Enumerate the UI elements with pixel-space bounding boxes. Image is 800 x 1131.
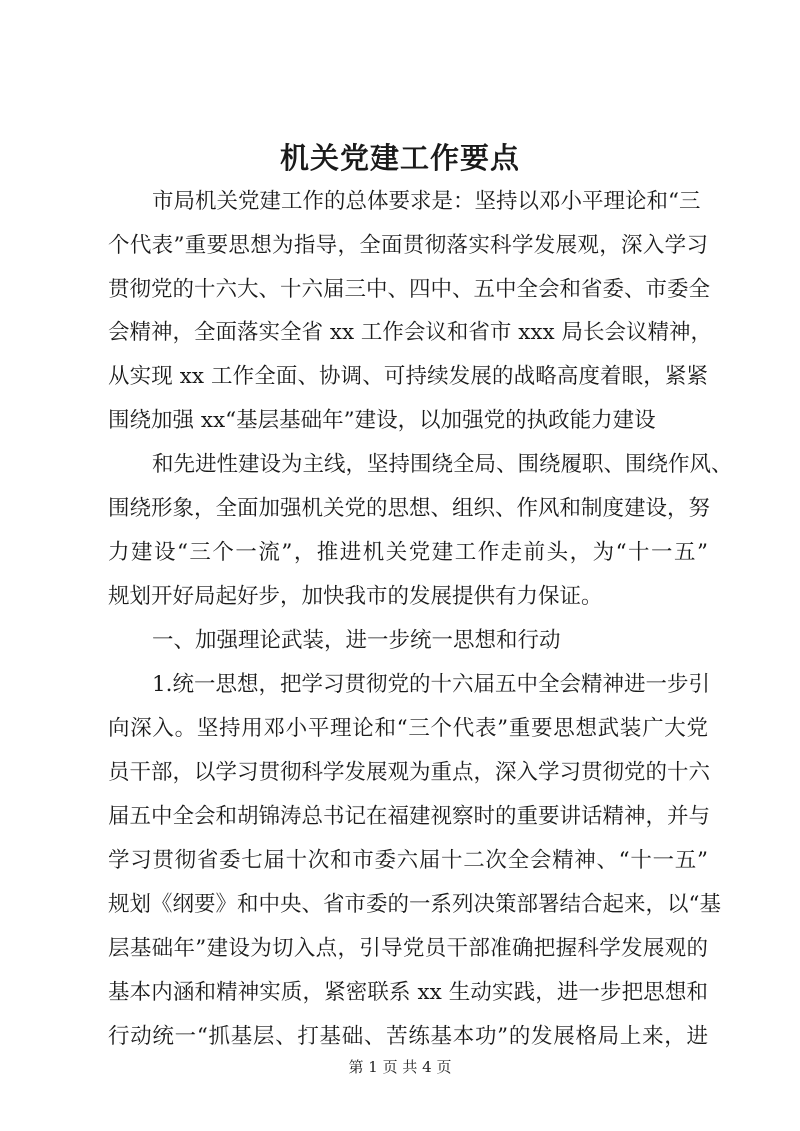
body-line: 学习贯彻省委七届十次和市委六届十二次全会精神、“十一五” [108,848,708,873]
section-heading: 一、加强理论武装，进一步统一思想和行动 [152,628,561,653]
body-line: 贯彻党的十六大、十六届三中、四中、五中全会和省委、市委全 [108,277,711,302]
page-number-footer: 第 1 页 共 4 页 [348,1058,452,1076]
document-title: 机关党建工作要点 [279,141,520,175]
body-line: 市局机关党建工作的总体要求是：坚持以邓小平理论和“三 [152,189,701,214]
body-line: 从实现 xx 工作全面、协调、可持续发展的战略高度着眼，紧紧 [108,364,708,389]
body-line: 届五中全会和胡锦涛总书记在福建视察时的重要讲话精神，并与 [108,804,711,829]
body-line: 和先进性建设为主线，坚持围绕全局、围绕履职、围绕作风、 [152,452,733,477]
body-line: 会精神，全面落实全省 xx 工作会议和省市 xxx 局长会议精神， [108,320,712,345]
body-line: 层基础年”建设为切入点，引导党员干部准确把握科学发展观的 [108,936,708,961]
body-line: 1.统一思想，把学习贯彻党的十六届五中全会精神进一步引 [152,672,711,697]
body-line: 规划《纲要》和中央、省市委的一系列决策部署结合起来，以“基 [108,892,721,917]
body-line: 规划开好局起好步，加快我市的发展提供有力保证。 [108,584,603,609]
body-line: 向深入。坚持用邓小平理论和“三个代表”重要思想武装广大党 [108,716,708,741]
body-line: 基本内涵和精神实质，紧密联系 xx 生动实践，进一步把思想和 [108,980,708,1005]
body-line: 围绕加强 xx“基层基础年”建设，以加强党的执政能力建设 [108,408,656,433]
body-line: 力建设“三个一流”，推进机关党建工作走前头，为“十一五” [108,540,708,565]
body-line: 行动统一“抓基层、打基础、苦练基本功”的发展格局上来，进 [108,1024,708,1049]
body-line: 员干部，以学习贯彻科学发展观为重点，深入学习贯彻党的十六 [108,760,711,785]
body-line: 个代表”重要思想为指导，全面贯彻落实科学发展观，深入学习 [108,233,708,258]
body-line: 围绕形象，全面加强机关党的思想、组织、作风和制度建设，努 [108,496,711,521]
